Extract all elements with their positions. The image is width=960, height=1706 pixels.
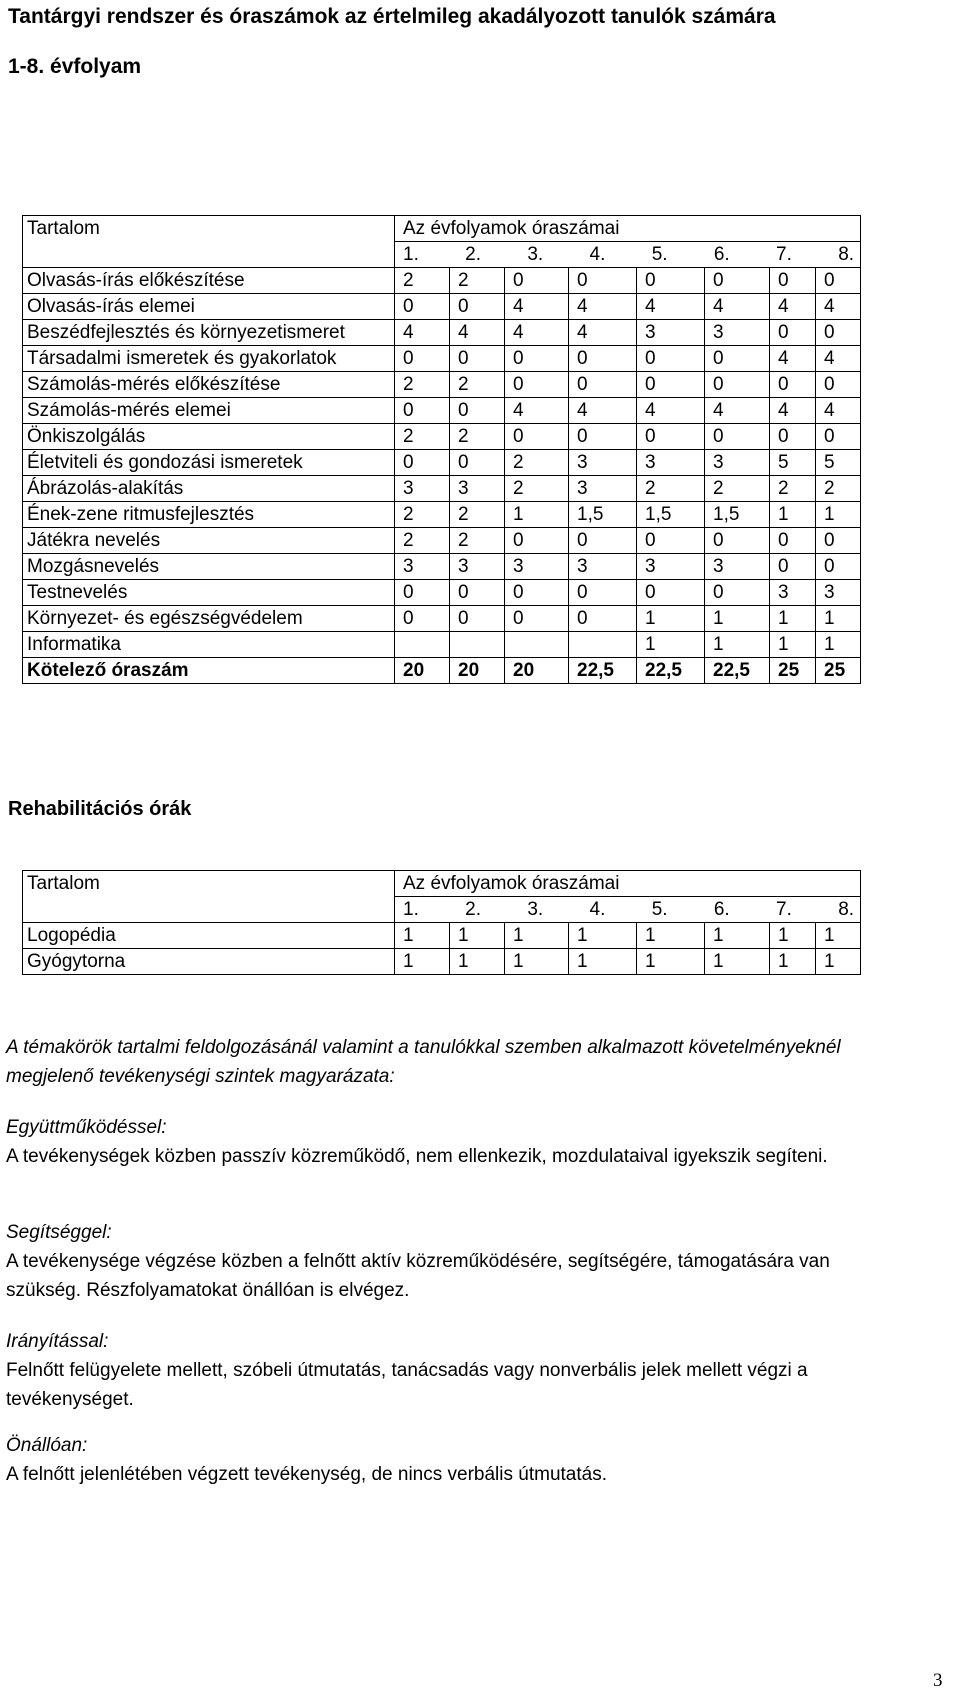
hours-cell: 1 [505, 923, 569, 949]
year-label: 7. [776, 899, 792, 920]
table-row [23, 424, 861, 450]
hours-cell: 1 [450, 923, 505, 949]
document-subtitle: 1-8. évfolyam [8, 55, 142, 78]
table-header-row [23, 871, 861, 897]
hours-cell: 1 [505, 502, 569, 528]
hours-cell: 0 [450, 398, 505, 424]
legend-item [6, 1113, 906, 1171]
hours-cell: 3 [569, 450, 637, 476]
hours-cell: 1 [816, 923, 861, 949]
legend-item [6, 1431, 906, 1489]
hours-cell: 1 [705, 606, 770, 632]
main-hours-table [22, 215, 861, 684]
hours-cell: 20 [505, 658, 569, 684]
hours-cell: 20 [450, 658, 505, 684]
hours-cell: 3 [450, 554, 505, 580]
hours-cell: 4 [770, 346, 816, 372]
hours-cell: 3 [705, 450, 770, 476]
year-label: 2. [465, 899, 482, 920]
hours-cell: 1 [770, 606, 816, 632]
hours-cell: 0 [705, 346, 770, 372]
hours-cell: 1 [637, 923, 705, 949]
hours-cell: 0 [505, 606, 569, 632]
hours-cell: 0 [637, 424, 705, 450]
hours-cell: 3 [637, 554, 705, 580]
hours-cell: 2 [816, 476, 861, 502]
hours-cell: 0 [637, 528, 705, 554]
total-row [23, 658, 861, 684]
year-label: 6. [713, 899, 730, 920]
legend-text: A tevékenysége végzése közben a felnőtt aktív közreműködésére, segítségére, támogatására van szükség. Részfolyamatokat önállóan is elvégez. [6, 1251, 830, 1301]
hours-cell [395, 632, 450, 658]
subject-label: Életviteli és gondozási ismeretek [23, 450, 395, 476]
table-header-row [23, 216, 861, 242]
year-label: 1. [403, 244, 419, 265]
table-row [23, 949, 861, 975]
hours-cell: 2 [450, 528, 505, 554]
column-header-content: Tartalom [23, 871, 395, 923]
rehab-heading: Rehabilitációs órák [8, 798, 192, 820]
table-row [23, 632, 861, 658]
hours-cell: 0 [816, 268, 861, 294]
hours-cell: 5 [816, 450, 861, 476]
hours-cell: 0 [450, 346, 505, 372]
hours-cell: 25 [816, 658, 861, 684]
hours-cell: 0 [569, 528, 637, 554]
hours-cell: 1 [395, 923, 450, 949]
hours-cell: 0 [770, 268, 816, 294]
hours-cell: 3 [395, 554, 450, 580]
table-row [23, 320, 861, 346]
hours-cell: 0 [569, 606, 637, 632]
hours-cell: 1,5 [705, 502, 770, 528]
hours-cell: 0 [816, 372, 861, 398]
hours-cell: 4 [637, 398, 705, 424]
table-row [23, 450, 861, 476]
hours-cell: 2 [505, 450, 569, 476]
hours-cell: 3 [569, 476, 637, 502]
year-label: 7. [776, 244, 792, 265]
hours-cell: 1 [770, 502, 816, 528]
table-row [23, 554, 861, 580]
hours-cell: 0 [637, 346, 705, 372]
hours-cell [569, 632, 637, 658]
hours-cell: 0 [705, 528, 770, 554]
hours-cell: 1 [816, 632, 861, 658]
table-row [23, 372, 861, 398]
hours-cell: 0 [569, 268, 637, 294]
column-header-group: Az évfolyamok óraszámai [395, 871, 861, 897]
hours-cell: 4 [705, 294, 770, 320]
hours-cell: 3 [705, 554, 770, 580]
hours-cell: 2 [450, 268, 505, 294]
year-label: 3. [527, 244, 544, 265]
column-header-group: Az évfolyamok óraszámai [395, 216, 861, 242]
hours-cell: 0 [770, 528, 816, 554]
subject-label: Ábrázolás-alakítás [23, 476, 395, 502]
hours-cell: 4 [705, 398, 770, 424]
hours-cell: 4 [569, 398, 637, 424]
legend-text: A felnőtt jelenlétében végzett tevékenység, de nincs verbális útmutatás. [6, 1464, 607, 1485]
hours-cell: 2 [450, 424, 505, 450]
hours-cell: 0 [569, 372, 637, 398]
hours-cell: 3 [816, 580, 861, 606]
hours-cell: 0 [450, 294, 505, 320]
hours-cell: 3 [705, 320, 770, 346]
subject-label: Olvasás-írás elemei [23, 294, 395, 320]
hours-cell: 0 [505, 372, 569, 398]
subject-label: Számolás-mérés előkészítése [23, 372, 395, 398]
hours-cell: 1 [705, 923, 770, 949]
hours-cell: 1 [450, 949, 505, 975]
hours-cell: 4 [505, 398, 569, 424]
hours-cell: 4 [770, 294, 816, 320]
subject-label: Testnevelés [23, 580, 395, 606]
hours-cell: 22,5 [637, 658, 705, 684]
table-row [23, 580, 861, 606]
hours-cell: 0 [569, 580, 637, 606]
hours-cell: 2 [395, 424, 450, 450]
hours-cell: 20 [395, 658, 450, 684]
table-row [23, 476, 861, 502]
subject-label: Mozgásnevelés [23, 554, 395, 580]
hours-cell: 3 [569, 554, 637, 580]
hours-cell: 1 [637, 606, 705, 632]
hours-cell [450, 632, 505, 658]
subject-label: Ének-zene ritmusfejlesztés [23, 502, 395, 528]
hours-cell: 0 [816, 424, 861, 450]
hours-cell: 0 [770, 424, 816, 450]
year-label: 5. [651, 899, 668, 920]
hours-cell: 4 [569, 320, 637, 346]
hours-cell: 2 [395, 372, 450, 398]
hours-cell: 3 [637, 450, 705, 476]
hours-cell: 1 [505, 949, 569, 975]
hours-cell: 0 [770, 554, 816, 580]
hours-cell: 2 [395, 502, 450, 528]
year-label: 2. [465, 244, 482, 265]
hours-cell: 22,5 [569, 658, 637, 684]
subject-label: Környezet- és egészségvédelem [23, 606, 395, 632]
hours-cell: 3 [770, 580, 816, 606]
subject-label: Társadalmi ismeretek és gyakorlatok [23, 346, 395, 372]
hours-cell: 1 [705, 949, 770, 975]
hours-cell: 0 [505, 424, 569, 450]
hours-cell: 0 [816, 320, 861, 346]
hours-cell: 1 [770, 632, 816, 658]
legend-item [6, 1327, 906, 1414]
legend-term: Irányítással: [6, 1331, 109, 1352]
hours-cell: 25 [770, 658, 816, 684]
year-label: 6. [713, 244, 730, 265]
hours-cell: 0 [705, 268, 770, 294]
table-row [23, 606, 861, 632]
legend-term: Együttműködéssel: [6, 1117, 167, 1138]
hours-cell: 1 [569, 949, 637, 975]
subject-label: Olvasás-írás előkészítése [23, 268, 395, 294]
subject-label: Logopédia [23, 923, 395, 949]
year-label: 4. [589, 899, 606, 920]
subject-label: Informatika [23, 632, 395, 658]
table-row [23, 268, 861, 294]
table-row [23, 528, 861, 554]
table-row [23, 502, 861, 528]
hours-cell: 0 [637, 372, 705, 398]
hours-cell: 3 [505, 554, 569, 580]
hours-cell: 2 [770, 476, 816, 502]
hours-cell: 1 [637, 949, 705, 975]
hours-cell: 0 [569, 346, 637, 372]
hours-cell: 0 [569, 424, 637, 450]
hours-cell: 0 [637, 268, 705, 294]
hours-cell: 0 [450, 606, 505, 632]
hours-cell: 4 [450, 320, 505, 346]
hours-cell: 0 [450, 580, 505, 606]
year-label: 8. [838, 244, 855, 265]
page-number: 3 [933, 1670, 943, 1691]
hours-cell: 0 [770, 320, 816, 346]
legend-text: Felnőtt felügyelete mellett, szóbeli útmutatás, tanácsadás vagy nonverbális jelek mellett végzi a tevékenységet. [6, 1360, 808, 1410]
hours-cell: 4 [505, 294, 569, 320]
hours-cell [505, 632, 569, 658]
years-cell [395, 897, 861, 923]
hours-cell: 0 [395, 450, 450, 476]
hours-cell: 4 [816, 294, 861, 320]
years-cell [395, 242, 861, 268]
hours-cell: 0 [816, 554, 861, 580]
hours-cell: 3 [450, 476, 505, 502]
year-label: 5. [651, 244, 668, 265]
hours-cell: 3 [395, 476, 450, 502]
table-row [23, 923, 861, 949]
legend-intro [6, 1033, 906, 1091]
table-row [23, 294, 861, 320]
hours-cell: 0 [505, 580, 569, 606]
hours-cell: 1 [816, 502, 861, 528]
hours-cell: 1 [569, 923, 637, 949]
hours-cell: 0 [505, 346, 569, 372]
hours-cell: 2 [395, 268, 450, 294]
hours-cell: 0 [816, 528, 861, 554]
rehab-hours-table [22, 870, 861, 975]
column-header-content: Tartalom [23, 216, 395, 268]
hours-cell: 0 [450, 450, 505, 476]
hours-cell: 0 [395, 580, 450, 606]
hours-cell: 1 [770, 949, 816, 975]
document-title: Tantárgyi rendszer és óraszámok az értelmileg akadályozott tanulók számára [8, 5, 776, 28]
hours-cell: 0 [705, 580, 770, 606]
subject-label: Kötelező óraszám [23, 658, 395, 684]
legend-term: Segítséggel: [6, 1222, 112, 1243]
hours-cell: 1 [816, 949, 861, 975]
hours-cell: 1 [637, 632, 705, 658]
year-label: 3. [527, 899, 544, 920]
hours-cell: 2 [505, 476, 569, 502]
hours-cell: 1,5 [637, 502, 705, 528]
year-label: 8. [838, 899, 855, 920]
hours-cell: 2 [637, 476, 705, 502]
hours-cell: 1 [705, 632, 770, 658]
hours-cell: 2 [450, 502, 505, 528]
hours-cell: 4 [770, 398, 816, 424]
hours-cell: 2 [450, 372, 505, 398]
year-label: 1. [403, 899, 419, 920]
hours-cell: 0 [705, 424, 770, 450]
legend-term: Önállóan: [6, 1435, 88, 1456]
hours-cell: 0 [505, 528, 569, 554]
hours-cell: 0 [637, 580, 705, 606]
hours-cell: 2 [705, 476, 770, 502]
hours-cell: 1 [816, 606, 861, 632]
hours-cell: 1 [770, 923, 816, 949]
hours-cell: 0 [395, 398, 450, 424]
hours-cell: 2 [395, 528, 450, 554]
table-row [23, 346, 861, 372]
subject-label: Gyógytorna [23, 949, 395, 975]
hours-cell: 5 [770, 450, 816, 476]
hours-cell: 4 [505, 320, 569, 346]
hours-cell: 0 [770, 372, 816, 398]
hours-cell: 0 [395, 606, 450, 632]
hours-cell: 0 [505, 268, 569, 294]
hours-cell: 1,5 [569, 502, 637, 528]
year-label: 4. [589, 244, 606, 265]
subject-label: Számolás-mérés elemei [23, 398, 395, 424]
hours-cell: 4 [637, 294, 705, 320]
hours-cell: 0 [395, 346, 450, 372]
subject-label: Játékra nevelés [23, 528, 395, 554]
subject-label: Beszédfejlesztés és környezetismeret [23, 320, 395, 346]
table-row [23, 398, 861, 424]
hours-cell: 4 [816, 398, 861, 424]
legend-text: A tevékenységek közben passzív közreműködő, nem ellenkezik, mozdulataival igyekszik segíteni. [6, 1146, 828, 1167]
hours-cell: 0 [395, 294, 450, 320]
hours-cell: 22,5 [705, 658, 770, 684]
hours-cell: 4 [569, 294, 637, 320]
legend-item [6, 1218, 906, 1305]
hours-cell: 4 [816, 346, 861, 372]
hours-cell: 4 [395, 320, 450, 346]
subject-label: Önkiszolgálás [23, 424, 395, 450]
legend-intro-text: A témakörök tartalmi feldolgozásánál valamint a tanulókkal szemben alkalmazott követelményeknél megjelenő tevékenységi szintek magyarázata: [6, 1037, 841, 1087]
hours-cell: 0 [705, 372, 770, 398]
hours-cell: 3 [637, 320, 705, 346]
hours-cell: 1 [395, 949, 450, 975]
